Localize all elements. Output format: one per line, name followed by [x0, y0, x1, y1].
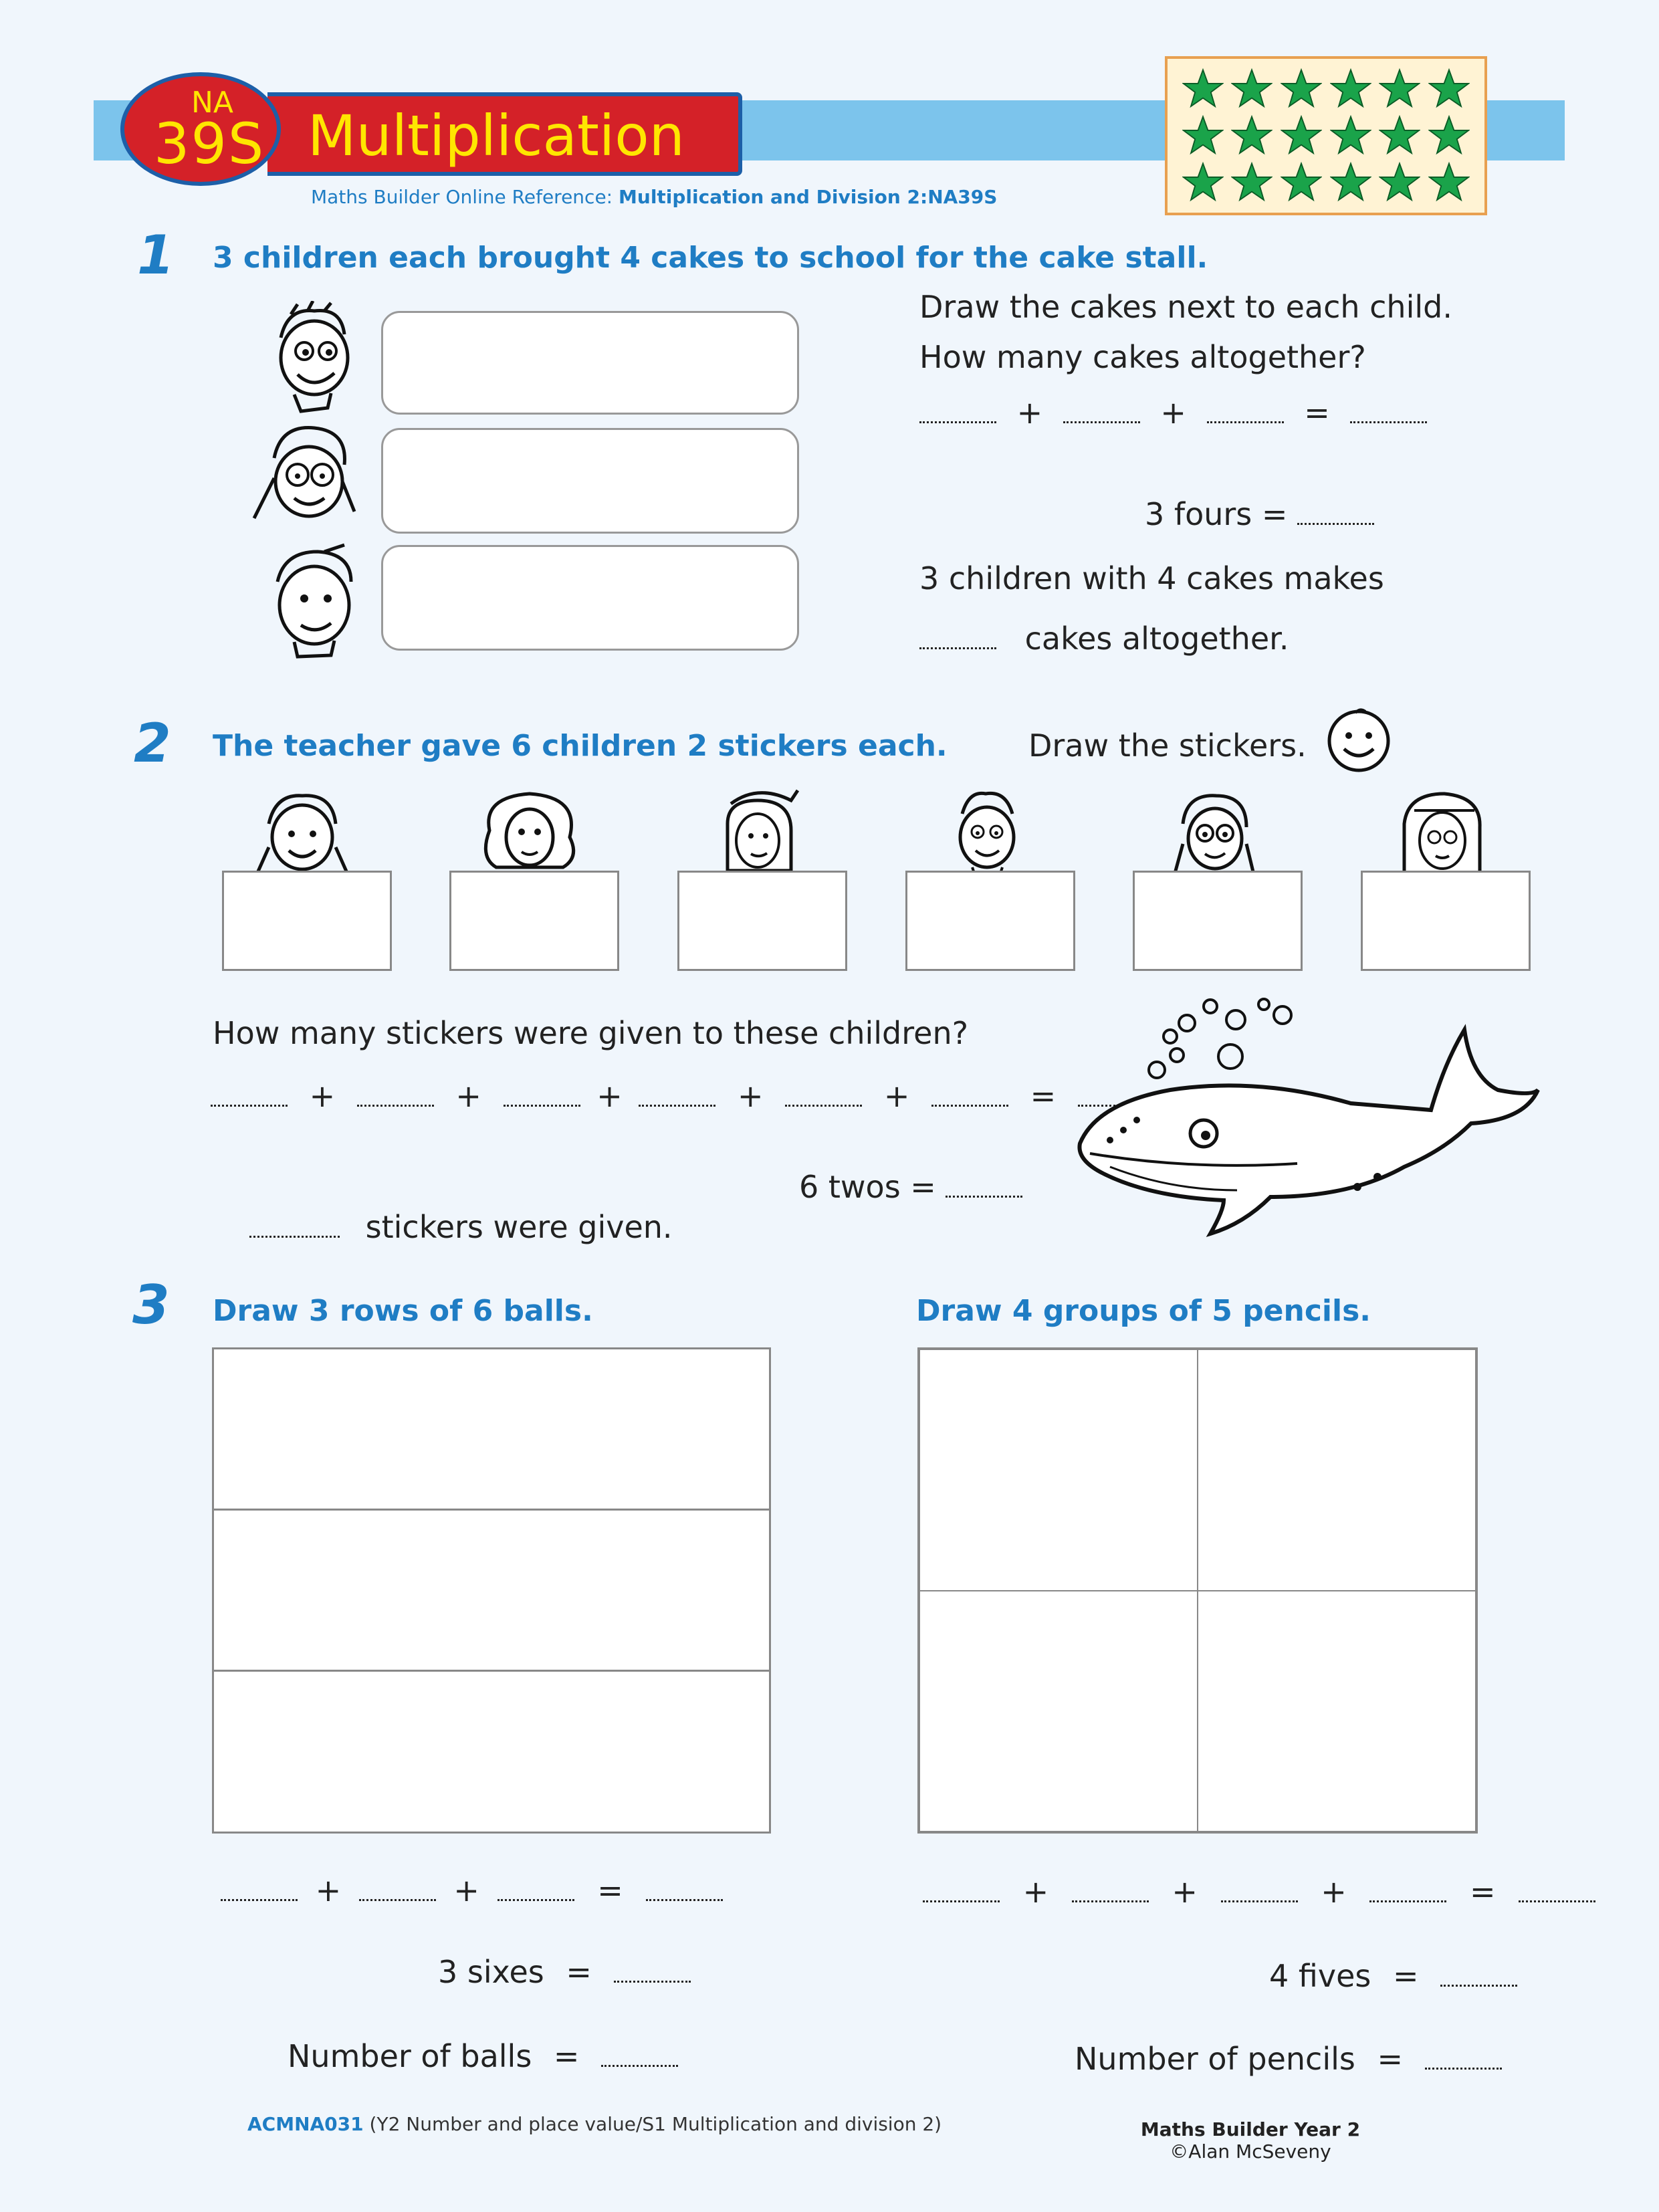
- q2-addition-sentence: [211, 1078, 1155, 1114]
- copyright: ©Alan McSeveny: [1170, 2140, 1331, 2163]
- q1-question: How many cakes altogether?: [919, 339, 1366, 375]
- q2-sentence: [249, 1209, 673, 1245]
- answer-blank[interactable]: [504, 1098, 580, 1107]
- answer-blank[interactable]: [357, 1098, 434, 1107]
- q3-balls-line: [288, 2038, 678, 2074]
- q3-sixes-line: [438, 1954, 691, 1990]
- boy-face-icon: [257, 542, 364, 659]
- plus-sign: +: [738, 1078, 764, 1114]
- curriculum-code-id: ACMNA031: [247, 2113, 364, 2135]
- answer-blank[interactable]: [249, 1229, 340, 1238]
- plus-sign: +: [596, 1078, 623, 1114]
- q2-question: How many stickers were given to these children?: [213, 1015, 969, 1051]
- equals-sign: =: [1377, 2041, 1404, 2077]
- balls-drawing-grid: [212, 1347, 771, 1834]
- sticker-box-2[interactable]: [449, 871, 619, 971]
- reference-value: Multiplication and Division 2:NA39S: [619, 186, 998, 208]
- star-icon: [1428, 162, 1470, 203]
- pencils-drawing-grid: [917, 1347, 1478, 1834]
- answer-blank[interactable]: [931, 1098, 1008, 1107]
- reference-label: Maths Builder Online Reference:: [311, 186, 613, 208]
- curriculum-code: [247, 2113, 942, 2135]
- q3-fives-line: [1269, 1958, 1517, 1994]
- question-2-heading: The teacher gave 6 children 2 stickers each.: [213, 729, 948, 763]
- online-reference: [311, 186, 997, 208]
- fives-label: 4 fives: [1269, 1958, 1371, 1994]
- answer-blank[interactable]: [1519, 1894, 1595, 1902]
- answer-blank[interactable]: [646, 1892, 723, 1901]
- equals-sign: =: [1470, 1874, 1496, 1910]
- q2-instruction: Draw the stickers.: [1028, 728, 1307, 764]
- page-title: Multiplication: [308, 103, 685, 169]
- title-banner: [267, 92, 742, 176]
- answer-blank[interactable]: [785, 1098, 862, 1107]
- book-title: Maths Builder Year 2: [1140, 2118, 1361, 2140]
- curriculum-code-desc: (Y2 Number and place value/S1 Multiplication and division 2): [369, 2113, 942, 2135]
- answer-blank[interactable]: [1207, 415, 1284, 423]
- answer-blank[interactable]: [1425, 2061, 1502, 2070]
- equals-sign: =: [553, 2038, 580, 2074]
- equals-sign: =: [1030, 1078, 1057, 1114]
- cake-drawing-box-2[interactable]: [381, 428, 799, 534]
- sticker-box-3[interactable]: [677, 871, 847, 971]
- star-icon: [1379, 162, 1420, 203]
- star-icon: [1231, 162, 1273, 203]
- equals-sign: =: [566, 1954, 592, 1990]
- equals-sign: =: [597, 1872, 623, 1908]
- star-icon: [1231, 115, 1273, 156]
- star-icon: [1281, 115, 1322, 156]
- twos-label: 6 twos =: [799, 1169, 936, 1205]
- sticker-box-6[interactable]: [1361, 871, 1531, 971]
- cake-drawing-box-1[interactable]: [381, 311, 799, 415]
- question-3-right-heading: Draw 4 groups of 5 pencils.: [916, 1294, 1371, 1328]
- plus-sign: +: [1016, 395, 1043, 431]
- footer-book-info: [1083, 2118, 1418, 2163]
- star-icon: [1182, 162, 1224, 203]
- plus-sign: +: [1321, 1874, 1347, 1910]
- answer-blank[interactable]: [1440, 1978, 1517, 1987]
- answer-blank[interactable]: [601, 2058, 678, 2067]
- topic-badge: [120, 72, 281, 186]
- balls-row-1[interactable]: [214, 1349, 769, 1511]
- plus-sign: +: [309, 1078, 336, 1114]
- answer-blank[interactable]: [639, 1098, 715, 1107]
- balls-row-2[interactable]: [214, 1511, 769, 1672]
- plus-sign: +: [453, 1872, 479, 1908]
- badge-number: 39S: [154, 111, 265, 177]
- question-1-heading: 3 children each brought 4 cakes to school for the cake stall.: [213, 241, 1208, 275]
- answer-blank[interactable]: [1072, 1894, 1149, 1902]
- answer-blank[interactable]: [211, 1098, 288, 1107]
- plus-sign: +: [455, 1078, 481, 1114]
- question-3-left-heading: Draw 3 rows of 6 balls.: [213, 1294, 593, 1328]
- equals-sign: =: [1304, 395, 1330, 431]
- badge-prefix: NA: [191, 86, 234, 120]
- pencil-group-box-2[interactable]: [1198, 1349, 1476, 1591]
- answer-blank[interactable]: [923, 1894, 1000, 1902]
- answer-blank[interactable]: [1063, 415, 1140, 423]
- pencil-group-box-3[interactable]: [919, 1591, 1198, 1832]
- star-icon: [1428, 115, 1470, 156]
- answer-blank[interactable]: [359, 1892, 436, 1901]
- answer-blank[interactable]: [614, 1974, 691, 1983]
- q3-left-addition: [221, 1872, 723, 1908]
- star-icon: [1330, 115, 1371, 156]
- star-rating-box: [1165, 56, 1487, 215]
- sticker-box-5[interactable]: [1133, 871, 1303, 971]
- pencil-group-box-1[interactable]: [919, 1349, 1198, 1591]
- q3-pencils-line: [1075, 2041, 1502, 2077]
- star-icon: [1182, 115, 1224, 156]
- answer-blank[interactable]: [1369, 1894, 1446, 1902]
- answer-blank[interactable]: [221, 1892, 298, 1901]
- question-1-number: 1: [137, 224, 175, 286]
- q1-instruction: Draw the cakes next to each child.: [919, 289, 1452, 325]
- girl-glasses-face-icon: [247, 418, 361, 538]
- pencils-label: Number of pencils: [1075, 2041, 1355, 2077]
- stickers-given-text: stickers were given.: [365, 1209, 673, 1245]
- balls-row-3[interactable]: [214, 1672, 769, 1832]
- cakes-altogether-text: cakes altogether.: [1024, 621, 1289, 657]
- question-3-number: 3: [132, 1274, 170, 1336]
- star-icon: [1379, 68, 1420, 110]
- star-icon: [1281, 68, 1322, 110]
- sticker-box-1[interactable]: [222, 871, 392, 971]
- q1-sentence-line1: 3 children with 4 cakes makes: [919, 560, 1384, 596]
- plus-sign: +: [883, 1078, 910, 1114]
- q1-addition-sentence: [919, 395, 1427, 431]
- plus-sign: +: [315, 1872, 342, 1908]
- q1-fours-line: [1145, 496, 1374, 532]
- whale-illustration-icon: [1070, 996, 1545, 1250]
- plus-sign: +: [1172, 1874, 1198, 1910]
- answer-blank[interactable]: [497, 1892, 574, 1901]
- plus-sign: +: [1160, 395, 1186, 431]
- smiley-sticker-icon: [1325, 707, 1392, 774]
- answer-blank[interactable]: [1297, 516, 1374, 525]
- pencil-group-box-4[interactable]: [1198, 1591, 1476, 1832]
- sticker-box-4[interactable]: [905, 871, 1075, 971]
- star-icon: [1281, 162, 1322, 203]
- star-icon: [1330, 68, 1371, 110]
- balls-label: Number of balls: [288, 2038, 532, 2074]
- answer-blank[interactable]: [919, 641, 996, 649]
- star-icon: [1182, 68, 1224, 110]
- answer-blank[interactable]: [1221, 1894, 1298, 1902]
- q3-right-addition: [923, 1874, 1595, 1910]
- answer-blank[interactable]: [919, 415, 996, 423]
- cake-drawing-box-3[interactable]: [381, 545, 799, 651]
- star-icon: [1379, 115, 1420, 156]
- star-icon: [1231, 68, 1273, 110]
- equals-sign: =: [1392, 1958, 1419, 1994]
- boy-face-icon: [261, 301, 361, 415]
- question-2-number: 2: [134, 712, 171, 774]
- star-icon: [1428, 68, 1470, 110]
- plus-sign: +: [1022, 1874, 1049, 1910]
- q2-twos-line: [799, 1169, 1022, 1205]
- fours-label: 3 fours =: [1145, 496, 1288, 532]
- star-icon: [1330, 162, 1371, 203]
- answer-blank[interactable]: [946, 1189, 1022, 1198]
- q1-sentence-line2: [919, 621, 1289, 657]
- sixes-label: 3 sixes: [438, 1954, 544, 1990]
- answer-blank[interactable]: [1350, 415, 1427, 423]
